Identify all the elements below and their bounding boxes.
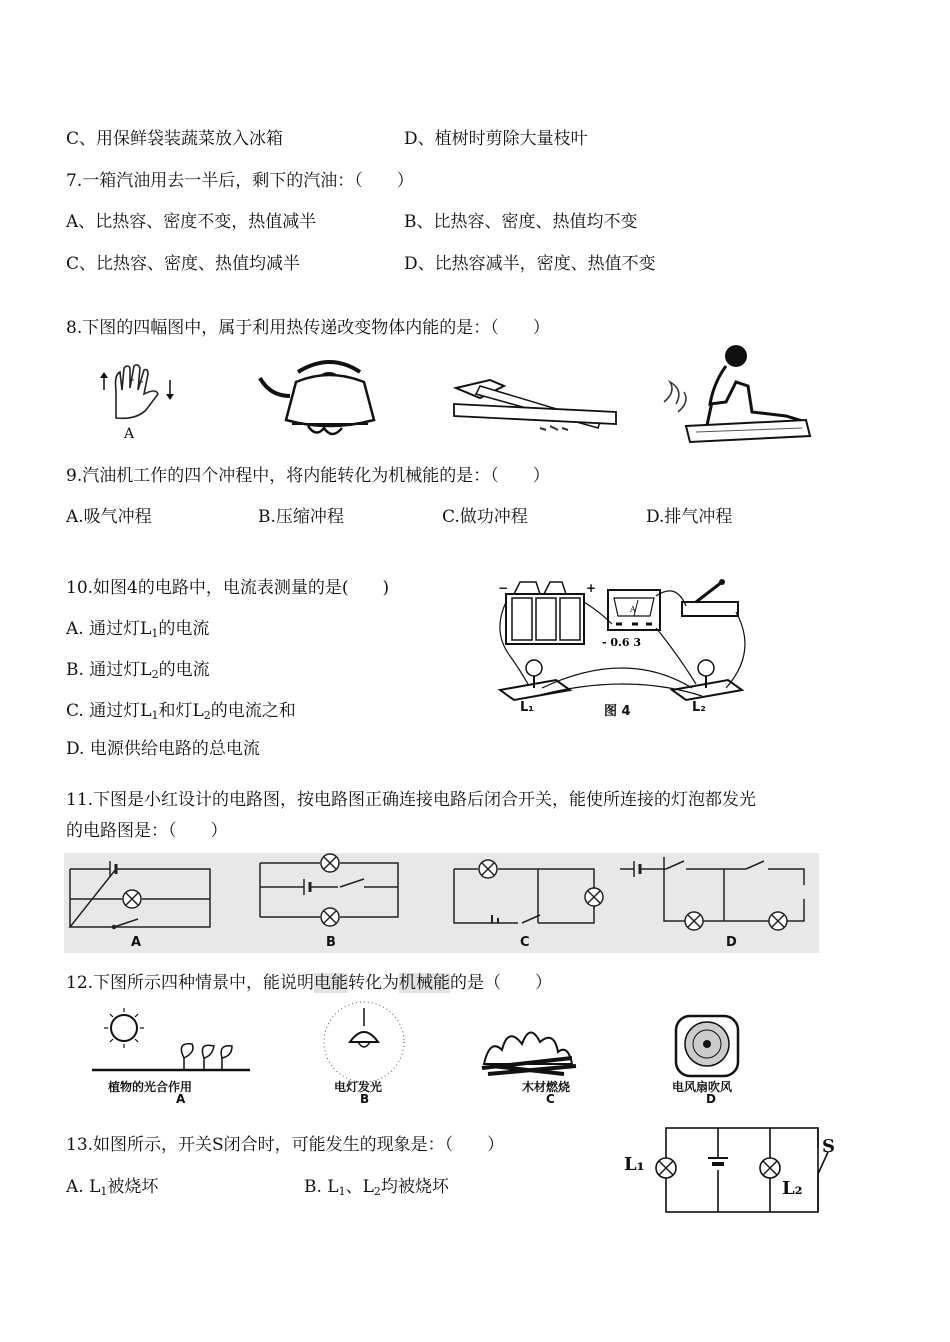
- q9-option-b: B.压缩冲程: [258, 507, 344, 527]
- q13-circuit-figure: [622, 1124, 842, 1221]
- q7-stem: 7.一箱汽油用去一半后，剩下的汽油：（ ）: [66, 171, 414, 191]
- q10-figure-4-circuit: [496, 572, 766, 727]
- q12-stem: 12.下图所示四种情景中，能说明电能转化为机械能的是（ ）: [66, 973, 553, 993]
- q12-electric-fan-icon: [676, 1016, 738, 1076]
- q12-light-bulb-icon: [324, 1002, 404, 1082]
- q8-label-a: A: [124, 426, 135, 442]
- q10-stem: 10.如图4的电路中，电流表测量的是( ): [66, 578, 390, 598]
- q11-label-c: C: [520, 935, 530, 950]
- q11-stem-line2: 的电路图是：（ ）: [66, 821, 228, 841]
- q12-fire-icon: [482, 1032, 576, 1074]
- q7-option-c: C、比热容、密度、热值均减半: [66, 254, 301, 274]
- q9-option-c: C.做功冲程: [442, 507, 528, 527]
- q12-label-b: B: [360, 1092, 370, 1106]
- q10-ammeter-scale: - 0.6 3: [602, 636, 642, 649]
- q12-sun-plant-icon: [92, 1008, 250, 1070]
- q11-circuit-diagrams: [64, 853, 819, 953]
- svg-text:−: −: [498, 581, 509, 595]
- q10-fig-caption: 图 4: [604, 704, 631, 719]
- q12-label-a: A: [176, 1092, 186, 1106]
- q10-option-a: A. 通过灯$L_1$的电流: [66, 619, 210, 640]
- q6-option-c: C、用保鲜袋装蔬菜放入冰箱: [66, 129, 284, 149]
- q8-figure-d-fire-drill: [656, 342, 816, 453]
- q12-caption-b: 电灯发光: [334, 1080, 383, 1094]
- q13-fig-label-s: S: [822, 1136, 835, 1157]
- q11-label-a: A: [131, 935, 142, 950]
- q9-option-a: A.吸气冲程: [66, 507, 152, 527]
- q13-option-b: B. $L_1$、$L_2$均被烧坏: [304, 1177, 449, 1198]
- q8-figure-b-kettle: [256, 356, 396, 451]
- q10-option-c: C. 通过灯$L_1$和灯$L_2$的电流之和: [66, 701, 296, 722]
- q10-fig-label-l1: L₁: [520, 700, 534, 715]
- q12-label-c: C: [546, 1092, 555, 1106]
- q6-option-d: D、植树时剪除大量枝叶: [404, 129, 588, 149]
- q12-caption-a: 植物的光合作用: [108, 1080, 193, 1094]
- q11-label-d: D: [726, 935, 737, 950]
- q13-stem: 13.如图所示，开关S闭合时，可能发生的现象是：（ ）: [66, 1135, 505, 1155]
- q12-caption-d: 电风扇吹风: [672, 1080, 733, 1094]
- q8-stem: 8.下图的四幅图中，属于利用热传递改变物体内能的是：（ ）: [66, 318, 550, 338]
- q7-option-a: A、比热容、密度不变，热值减半: [66, 212, 317, 232]
- q13-fig-label-l2: L₂: [782, 1178, 803, 1199]
- q12-scenes: [72, 1008, 782, 1112]
- q7-option-b: B、比热容、密度、热值均不变: [404, 212, 638, 232]
- q12-caption-c: 木材燃烧: [522, 1080, 571, 1094]
- q10-option-d: D. 电源供给电路的总电流: [66, 739, 260, 759]
- q13-fig-label-l1: L₁: [624, 1154, 645, 1175]
- q8-figure-c-sawing: [450, 368, 620, 443]
- q9-stem: 9.汽油机工作的四个冲程中，将内能转化为机械能的是：（ ）: [66, 466, 550, 486]
- q11-stem-line1: 11.下图是小红设计的电路图，按电路图正确连接电路后闭合开关，能使所连接的灯泡都发光: [66, 790, 757, 810]
- q10-option-b: B. 通过灯$L_2$的电流: [66, 660, 210, 681]
- q12-label-d: D: [706, 1092, 716, 1106]
- q10-ammeter-unit: A: [630, 605, 636, 614]
- q13-option-a: A. $L_1$被烧坏: [66, 1177, 159, 1198]
- q8-figure-a-rubbing-hands: [96, 360, 186, 450]
- q9-option-d: D.排气冲程: [646, 507, 733, 527]
- q7-option-d: D、比热容减半，密度、热值不变: [404, 254, 656, 274]
- q10-fig-label-l2: L₂: [692, 700, 706, 715]
- svg-text:+: +: [586, 581, 597, 595]
- q11-label-b: B: [326, 935, 336, 950]
